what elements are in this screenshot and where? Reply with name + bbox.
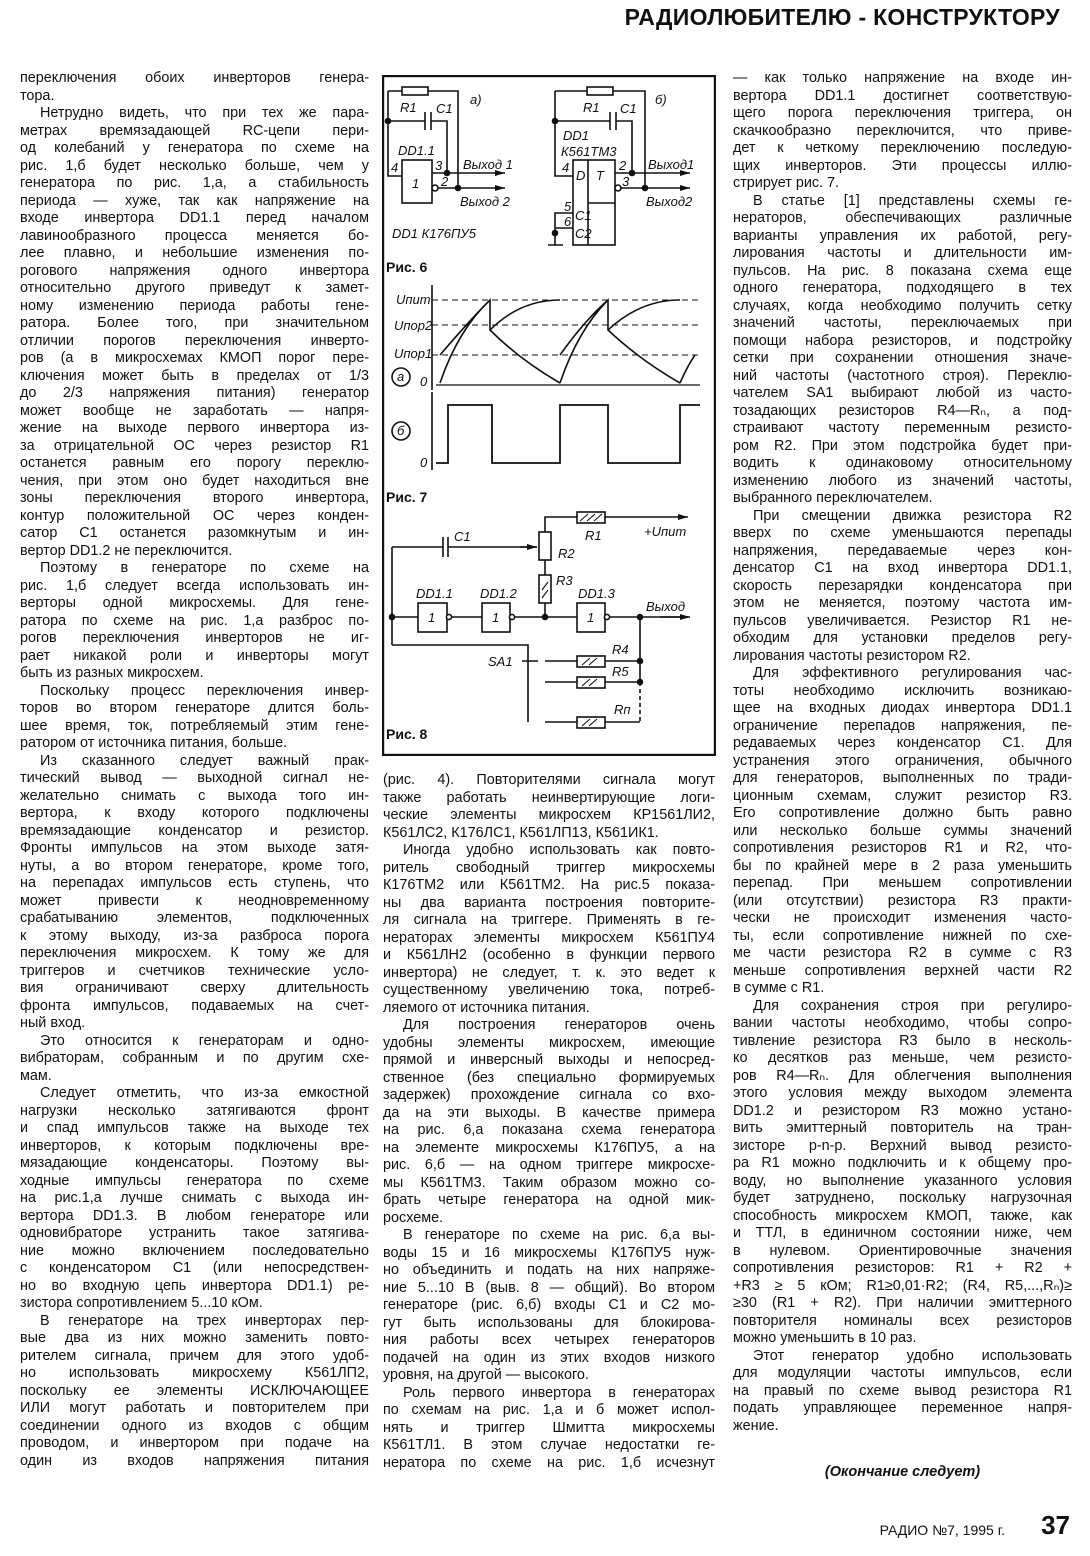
text-line: рителем сигнала, причем для этого удоб-	[20, 1347, 369, 1364]
text-line: проводом, и инвертором при подаче на	[20, 1435, 369, 1451]
text-line: В генераторе по схеме на рис. 6,а вы-	[403, 1227, 715, 1243]
text-line: пульсов увеличивается. Резистор R1 не-	[733, 612, 1072, 629]
resistor-r1-symbol	[402, 87, 428, 95]
text-line: меньше сопротивления верхней части R2	[733, 962, 1072, 979]
text-line: гут быть использованы для блокирова-	[383, 1314, 715, 1331]
text-line: вверх по схеме уменьшаются перепады	[733, 525, 1072, 541]
text-line: устранения этого ограничения, обычного	[733, 752, 1072, 769]
svg-text:5: 5	[564, 199, 572, 214]
text-line: ратора по схеме на рис. 1,а разброс по-	[20, 612, 369, 629]
text-line: задержек) прохождение сигнала со вхо-	[383, 1087, 715, 1103]
text-line: ты, если сопротивление нижней по схе-	[733, 927, 1072, 944]
text-line: периода — хуже, так как напряжение на	[20, 192, 369, 209]
text-line: ние можно включением последовательно	[20, 1242, 369, 1259]
text-line: верторы одной микросхемы. Для гене-	[20, 595, 369, 611]
text-line: дет к четкому переключению последую-	[733, 140, 1072, 156]
text-line: чески не происходит изменения часто-	[733, 910, 1072, 926]
text-line: существенному увеличению тока, потреб-	[383, 982, 715, 998]
text-line: DD1.2 и резистором R3 можно устано-	[733, 1102, 1072, 1119]
text-line: вертора DD1.3. В любом генераторе или	[20, 1207, 369, 1224]
text-line: быть из разных микросхем.	[20, 665, 204, 681]
text-line: переключения обоих инверторов генера-	[20, 70, 369, 86]
text-line: Роль первого инвертора в генераторах	[403, 1384, 715, 1401]
text-line: торов во втором генераторе длится боль-	[20, 700, 369, 716]
svg-text:C1: C1	[454, 529, 471, 544]
text-line: значений частоты, переключаемых при	[733, 315, 1072, 331]
text-line: и спад импульсов также на выходе тех	[20, 1120, 369, 1136]
text-line: Его сопротивление должно быть равно	[733, 805, 1072, 821]
text-line: срабатыванию элементов, подключенных	[20, 910, 369, 926]
figure-6-caption: Рис. 6	[386, 259, 428, 275]
text-line: мязадающие конденсаторы. Поэтому вы-	[20, 1155, 369, 1171]
text-line: од колебаний у генератора по схеме на	[20, 140, 369, 156]
text-line: Следует отметить, что из-за емкостной	[40, 1085, 369, 1101]
text-line: Нетрудно видеть, что при тех же пара-	[40, 105, 369, 121]
text-line: стрирует рис. 7.	[733, 175, 840, 191]
text-line: нератора по схеме на рис. 1,б исчезнут	[383, 1454, 715, 1471]
text-line: В статье [1] представлены схемы ге-	[753, 192, 1072, 209]
text-line: мам.	[20, 1067, 52, 1084]
label-dd1-1: DD1.1	[398, 143, 435, 158]
label-variant-b: б)	[655, 92, 667, 107]
text-line: соединении одного из входов с общим	[20, 1417, 369, 1434]
svg-text:C1: C1	[575, 208, 592, 223]
text-line: да на эти выходы. В качестве примера	[383, 1104, 715, 1121]
text-line: редаваемых через конденсатор C1. Для	[733, 735, 1072, 751]
text-line: ра R1 можно подключить и к общему про-	[733, 1155, 1072, 1171]
text-line: водить к одинаковому относительному	[733, 455, 1072, 471]
svg-text:R4: R4	[612, 642, 629, 657]
text-line: ключения может быть в пределах от 1/3	[20, 367, 369, 384]
label-u-supply: Uпит	[396, 292, 431, 307]
text-line: тоты необходимо исключить возникаю-	[733, 682, 1072, 699]
text-line: ИЛИ могут работать и повторителем при	[20, 1400, 369, 1416]
text-line: Для эффективного регулирования час-	[753, 665, 1072, 681]
text-line: жение.	[733, 1417, 779, 1434]
text-line: Из сказанного следует важный прак-	[40, 752, 369, 769]
text-line: относительно другого приведут к замет-	[20, 280, 369, 296]
text-line: генератора по рис. 1,а, а стабильность	[20, 175, 369, 191]
text-line: ≥30 (R1 + R2). При наличии эмиттерного	[733, 1295, 1072, 1311]
text-line: может вообще не заработать — напря-	[20, 402, 369, 419]
text-line: контур положительной ОС через конден-	[20, 507, 369, 524]
text-line: рис. 1,б следует всегда использовать ин-	[20, 577, 369, 594]
svg-text:C1: C1	[620, 101, 637, 116]
svg-text:DD1.2: DD1.2	[480, 586, 517, 601]
section-header: РАДИОЛЮБИТЕЛЮ - КОНСТРУКТОРУ	[624, 4, 1060, 30]
text-line: ны два варианта построения повторите-	[383, 894, 715, 911]
text-line: генераторе (рис. 6,б) входы C1 и C2 мо-	[383, 1297, 715, 1313]
text-line: или несколько больше суммы значений	[733, 822, 1072, 839]
text-line: поскольку ее элементы ИСКЛЮЧАЮЩЕЕ	[20, 1382, 369, 1399]
text-line: (или отсутствии) резистора R3 практи-	[733, 892, 1072, 909]
text-line: повторителя номиналы всех резисторов	[733, 1312, 1072, 1329]
text-line: ный вход.	[20, 1015, 86, 1031]
text-line: тический вывод — выходной сигнал не-	[20, 770, 369, 786]
text-line: (рис. 4). Повторителями сигнала могут	[383, 772, 715, 788]
text-column-3	[733, 70, 1072, 1435]
page-number: 37	[1041, 1510, 1070, 1540]
text-line: денсатор C1 на вход инвертора DD1.1,	[733, 560, 1072, 576]
text-line: зисторе p-n-p. Верхний вывод резисто-	[733, 1137, 1072, 1154]
figures-panel	[382, 75, 716, 756]
text-line: для генераторов, выполненных по тради-	[733, 770, 1072, 786]
text-line: будет затруднено, поскольку нагрузочная	[733, 1190, 1072, 1206]
text-line: с конденсатором C1 (или непосредствен-	[20, 1260, 369, 1276]
text-line: ограничение перепадов напряжения, пе-	[733, 717, 1072, 734]
text-line: ния работы всех четырех генераторов	[383, 1332, 715, 1348]
text-line: ко десятков раз меньше, чем резисто-	[733, 1050, 1072, 1066]
text-line: ному изменению периода работы гене-	[20, 297, 369, 314]
text-line: бы по крайней мере в 2 раза уменьшить	[733, 857, 1072, 874]
text-line: Иногда удобно использовать как повто-	[403, 842, 715, 858]
text-line: лирования частоты и длительности им-	[733, 245, 1072, 261]
text-line: фронта импульсов, подаваемых на счет-	[20, 997, 369, 1014]
svg-text:Выход2: Выход2	[646, 194, 693, 209]
text-line: скорость перезарядки конденсатора при	[733, 577, 1072, 594]
text-line: В генераторе на трех инверторах пер-	[40, 1312, 369, 1329]
text-line: чателем SA1 выбирают любой из часто-	[733, 385, 1072, 401]
text-line: ляемого от источника питания.	[383, 999, 590, 1016]
svg-text:6: 6	[564, 214, 572, 229]
text-line: При смещении движка резистора R2	[753, 507, 1072, 524]
text-line: ром R2. При этом подстройка будет при-	[733, 437, 1072, 454]
text-line: тора.	[20, 87, 55, 104]
svg-text:R1: R1	[583, 100, 600, 115]
text-line: тозадающих резисторов R4—Rₙ, а под-	[733, 402, 1072, 419]
svg-text:1: 1	[492, 610, 500, 625]
label-c1: C1	[436, 101, 453, 116]
text-line: на перепадах импульсов есть ступень, что	[20, 875, 369, 891]
figure-7-caption: Рис. 7	[386, 489, 428, 505]
text-line: также работать неинвертирующие логи-	[383, 789, 715, 806]
pin-2: 2	[441, 174, 449, 189]
text-line: рис. 6,б — на одном триггере микросхе-	[383, 1157, 715, 1173]
text-line: К561ТЛ1. В этом случае недостатки ге-	[383, 1437, 715, 1453]
text-line: желательно снимать с выхода того ин-	[20, 787, 369, 804]
text-line: способность микросхем КМОП, также, как	[733, 1207, 1072, 1224]
text-line: помощи набора резисторов, и подстройку	[733, 332, 1072, 349]
text-line: по схемам на рис. 1,а и б может испол-	[383, 1402, 715, 1418]
text-line: за отрицательной ОС через резистор R1	[20, 437, 369, 454]
text-line: ственное (без специально формируемых	[383, 1069, 715, 1086]
text-line: ля сигнала на триггере. Применять в ге-	[383, 912, 715, 928]
text-line: и ТТЛ, в единичном состоянии ниже, чем	[733, 1225, 1072, 1241]
svg-text:R1: R1	[585, 528, 602, 543]
svg-text:1: 1	[428, 610, 436, 625]
text-line: жение на выходе первого инвертора из-	[20, 420, 369, 436]
text-line: чения, при этом оно будет находиться вне	[20, 472, 369, 489]
text-line: одновибраторе устранить такое затягива-	[20, 1225, 369, 1241]
text-line: сетки при сохранении отношения значе-	[733, 350, 1072, 366]
text-line: прямой и инверсный выходы и непосред-	[383, 1052, 715, 1068]
text-line: вые два из них можно заменить повто-	[20, 1330, 369, 1346]
text-line: вертор DD1.2 не переключится.	[20, 542, 233, 559]
text-line: шее время, ток, потребляемый этим гене-	[20, 717, 369, 734]
text-line: варианты управления их работой, регу-	[733, 227, 1072, 244]
issue-footer: РАДИО №7, 1995 г.	[879, 1522, 1005, 1538]
text-line: вании частоты необходимо, чтобы сопро-	[733, 1015, 1072, 1031]
text-line: переключения микросхем. К тому же для	[20, 945, 369, 961]
svg-text:R5: R5	[612, 664, 629, 679]
text-line: напряжения, передаваемые через кон-	[733, 542, 1072, 559]
gate-symbol: 1	[412, 176, 420, 191]
text-line: Поскольку процесс переключения инвер-	[40, 682, 369, 699]
label-chip-k561tm3: К561ТМ3	[561, 144, 617, 159]
text-line: К176ТМ2 или К561ТМ2. На рис.5 показа-	[383, 877, 715, 893]
text-line: но использовать микросхему К561ЛП2,	[20, 1365, 369, 1381]
text-line: зистора сопротивлением 5...10 кОм.	[20, 1295, 263, 1311]
text-line: щих инверторов. Эти процессы иллю-	[733, 157, 1072, 174]
svg-text:3: 3	[622, 174, 630, 189]
svg-text:DD1.1: DD1.1	[416, 586, 453, 601]
text-line: входе инвертора DD1.1 перед началом	[20, 210, 369, 226]
text-line: ме части резистора R2 в сумме с R3	[733, 945, 1072, 961]
text-line: ров R4—Rₙ. Для облегчения выполнения	[733, 1067, 1072, 1084]
text-line: — как только напряжение на входе ин-	[733, 70, 1072, 86]
figure-8-schematic	[390, 512, 691, 728]
text-line: рогов переключения инверторов не иг-	[20, 630, 369, 646]
text-line: одного генератора, подходящего в тех	[733, 280, 1072, 296]
text-line: Этот генератор удобно использовать	[753, 1347, 1072, 1364]
svg-text:4: 4	[562, 160, 570, 175]
text-line: этом не меняется, поэтому частота им-	[733, 595, 1072, 611]
svg-text:2: 2	[619, 158, 627, 173]
pin-4: 4	[391, 160, 399, 175]
continued-note: (Окончание следует)	[824, 1464, 981, 1480]
text-line: случаях, когда необходимо получить сетку	[733, 297, 1072, 314]
text-line: на элементе микросхемы К176ПУ5, а на	[383, 1139, 715, 1156]
text-line: нагрузки несколько затягиваются фронт	[20, 1102, 369, 1119]
text-line: брать четыре генератора на одной мик-	[383, 1192, 715, 1208]
text-line: инверторов, к которым подключены вре-	[20, 1137, 369, 1154]
text-line: сопротивления резисторов: R1 + R2 +	[733, 1260, 1072, 1276]
text-line: на правый по схеме вывод резистора R1	[733, 1382, 1072, 1399]
text-line: нераторах элементы микросхем К561ПУ4	[383, 929, 715, 946]
text-line: вия ограничивают сверху длительность	[20, 980, 369, 996]
text-line: обходим для установки пределов регу-	[733, 630, 1072, 646]
text-line: сопротивления резисторов R1 и R2, что-	[733, 840, 1072, 856]
text-column-1	[20, 70, 369, 1470]
text-line: но объединить и подать на них напряже-	[383, 1262, 715, 1278]
text-line: ционным схемам, служит резистор R3.	[733, 787, 1072, 804]
text-line: Поэтому в генераторе по схеме на	[40, 560, 369, 576]
text-line: в нулевом. Ориентировочные значения	[733, 1242, 1072, 1259]
text-line: триггеров и счетчиков технические усло-	[20, 962, 369, 979]
text-column-2	[383, 772, 715, 1472]
text-line: воды 15 и 16 микросхемы К176ПУ5 нуж-	[383, 1244, 715, 1261]
figure-6b-schematic	[548, 87, 694, 245]
text-line: перепад. При меньшем сопротивлении	[733, 875, 1072, 891]
text-line: но во входную цепь инвертора DD1.1) ре-	[20, 1277, 369, 1294]
text-line: ческие элементы микросхем КР1561ЛИ2,	[383, 807, 715, 823]
text-line: один из входов напряжения питания	[20, 1452, 369, 1469]
svg-text:0: 0	[420, 374, 428, 389]
svg-text:0: 0	[420, 455, 428, 470]
label-supply: +Uпит	[644, 524, 687, 539]
text-line: подачей на один из этих входов низкого	[383, 1349, 715, 1366]
label-output: Выход	[646, 599, 686, 614]
text-line: сатор C1 останется разомкнутым и ин-	[20, 525, 369, 541]
text-line: может привести к неодновременному	[20, 892, 369, 909]
text-line: ритель свободный триггер микросхемы	[383, 859, 715, 876]
svg-text:D: D	[576, 168, 586, 183]
svg-text:R3: R3	[556, 573, 573, 588]
text-line: Фронты импульсов на этом выходе затя-	[20, 840, 369, 856]
text-line: Это относится к генераторам и одно-	[40, 1032, 369, 1049]
label-chip-k176pu5: DD1 К176ПУ5	[392, 226, 476, 241]
text-line: К561ЛС2, К176ЛС1, К561ЛП13, К561ИК1.	[383, 824, 659, 841]
text-line: останется равным его порогу переклю-	[20, 455, 369, 471]
text-line: вертора DD1.1 достигнет соответствую-	[733, 87, 1072, 104]
text-line: пульсов. На рис. 8 показана схема еще	[733, 262, 1072, 279]
label-u-threshold-1: Uпор1	[394, 346, 433, 361]
text-line: нераторов, обеспечивающих различные	[733, 210, 1072, 226]
text-line: Для сохранения строя при регулиро-	[753, 997, 1072, 1014]
text-line: ние 5...10 В (выв. 8 — общий). Во втором	[383, 1279, 715, 1296]
text-line: лавинообразного процесса меняется бо-	[20, 227, 369, 244]
text-line: для модуляции частоты импульсов, если	[733, 1365, 1072, 1381]
text-line: нять и триггер Шмитта микросхемы	[383, 1419, 715, 1436]
text-line: лирования частоты резистором R2.	[733, 647, 971, 664]
text-line: удобны элементы микросхем, имеющие	[383, 1034, 715, 1051]
text-line: можно уменьшить в 10 раз.	[733, 1330, 917, 1346]
text-line: воду, но выполнение указанного условия	[733, 1172, 1072, 1189]
text-line: инвертора) не следует, т. к. это ведет к	[383, 964, 715, 981]
text-line: этого условия между выходом элемента	[733, 1085, 1072, 1101]
text-line: скачкообразно переключится, что приве-	[733, 122, 1072, 139]
text-line: +R3 ≥ 5 кОм; R1≥0,01·R2; (R4, R5,...,Rₙ)≥	[733, 1277, 1072, 1294]
trace-a-label: а	[397, 369, 405, 384]
text-line: рает никакой роли и инверторы могут	[20, 647, 369, 664]
text-line: на рис.1,а лучше снимать с выхода ин-	[20, 1190, 369, 1206]
text-line: Для построения генераторов очень	[403, 1017, 715, 1033]
text-line: ний частоты (частотного строя). Переклю-	[733, 367, 1072, 384]
text-line: изменению любого из значений частоты,	[733, 472, 1072, 489]
text-line: вить эмиттерный повторитель на тран-	[733, 1120, 1072, 1136]
text-line: ходные импульсы генератора по схеме	[20, 1172, 369, 1189]
text-line: ратора. Более того, при значительном	[20, 315, 369, 331]
svg-text:Rп: Rп	[614, 702, 631, 717]
label-sa1: SA1	[488, 654, 513, 669]
label-output-1: Выход 1	[463, 157, 513, 172]
pin-3: 3	[435, 158, 443, 173]
svg-text:1: 1	[587, 610, 595, 625]
text-line: до 2/3 напряжения питания) генератор	[20, 385, 369, 401]
text-line: рогового напряжения одного инвертора	[20, 262, 369, 279]
svg-text:T: T	[596, 168, 604, 183]
text-line: вертора, к входу которого подключены	[20, 805, 369, 821]
text-line: щее на входных диодах инвертора DD1.1	[733, 700, 1072, 716]
svg-text:DD1: DD1	[563, 128, 590, 143]
text-line: росхеме.	[383, 1209, 444, 1226]
figure-8-caption: Рис. 8	[386, 726, 428, 742]
svg-text:C2: C2	[575, 226, 592, 241]
label-r1: R1	[400, 100, 417, 115]
label-u-threshold-2: Uпор2	[394, 318, 433, 333]
text-line: вибраторам, собранным и по другим схе-	[20, 1050, 369, 1066]
text-line: уровня, на другой — высокого.	[383, 1367, 589, 1383]
svg-text:DD1.3: DD1.3	[578, 586, 615, 601]
text-line: щего порога переключения триггера, он	[733, 105, 1072, 121]
label-variant-a: а)	[470, 92, 482, 107]
text-line: мы К561ТМ3. Таким образом можно со-	[383, 1174, 715, 1191]
trace-b-label: б	[397, 423, 405, 438]
text-line: метрах времязадающей RC-цепи пери-	[20, 122, 369, 139]
text-line: отличии порогов переключения инверто-	[20, 332, 369, 349]
text-line: страивают частоту переменным резисто-	[733, 420, 1072, 436]
text-line: рис. 1,б будет несколько больше, чем у	[20, 157, 369, 174]
text-line: и К561ЛН2 (особенно в функции первого	[383, 947, 715, 963]
potentiometer-r2-symbol	[539, 532, 551, 560]
text-line: к этому выходу, из-за разброса порога	[20, 927, 369, 944]
text-line: выбранного переключателем.	[733, 490, 933, 506]
figure-6a-schematic	[386, 87, 513, 241]
text-line: ров (а в микросхемах КМОП порог пере-	[20, 350, 369, 366]
figure-7-timing-diagram	[392, 285, 700, 470]
text-line: на рис. 6,а показана схема генератора	[383, 1122, 715, 1138]
text-line: подать управляющее переменное напря-	[733, 1400, 1072, 1416]
svg-text:Выход1: Выход1	[648, 157, 695, 172]
text-line: зоны переключения второго инвертора,	[20, 490, 369, 506]
text-line: в сумме с R1.	[733, 980, 825, 996]
label-output-2: Выход 2	[460, 194, 510, 209]
text-line: времязадающие конденсатор и резистор.	[20, 822, 369, 839]
text-line: тивление резистора R3 было в несколь-	[733, 1032, 1072, 1049]
text-line: ратором от источника питания, больше.	[20, 735, 288, 751]
text-line: нуты, а во втором генераторе, кроме того,	[20, 857, 369, 874]
text-line: лее плавно, и небольшие изменения по-	[20, 245, 369, 261]
svg-text:R2: R2	[558, 546, 575, 561]
